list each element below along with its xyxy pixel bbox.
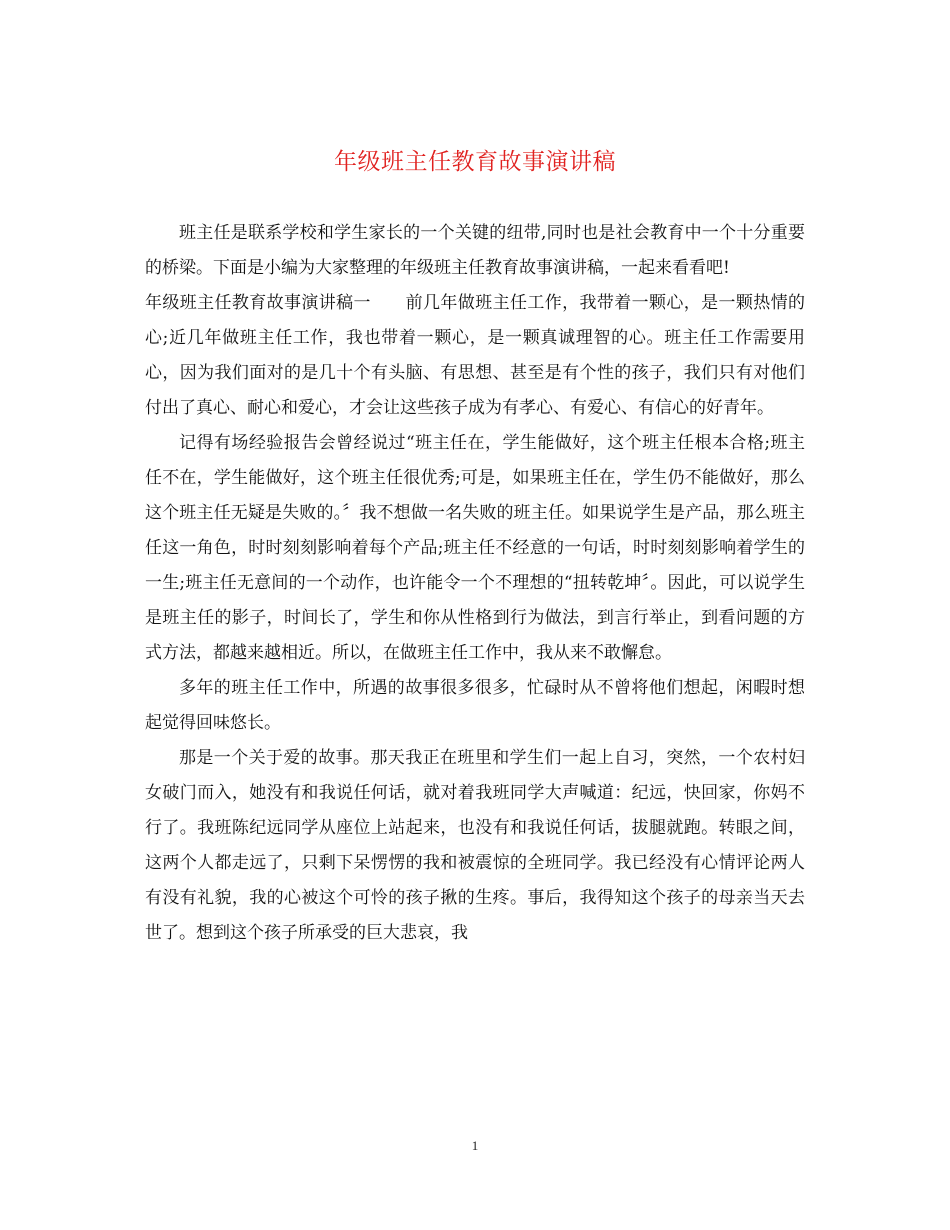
paragraph-love-story: 那是一个关于爱的故事。那天我正在班里和学生们一起上自习，突然，一个农村妇女破门而入，她没有和我说任何话，就对着我班同学大声喊道：纪远，快回家，你妈不行了。我班陈纪远同学从座位上站起来，也没有和我说任何话，拔腿就跑。转眼之间，这两个人都走远了，只剩下呆愣愣的我和被震惊的全班同学。我已经没有心情评论两人有没有礼貌，我的心被这个可怜的孩子揪的生疼。事后，我得知这个孩子的母亲当天去世了。想到这个孩子所承受的巨大悲哀，我 — [145, 748, 805, 943]
document-title: 年级班主任教育故事演讲稿 — [334, 149, 616, 175]
document-body — [145, 216, 805, 951]
paragraph-many-stories: 多年的班主任工作中，所遇的故事很多很多，忙碌时从不曾将他们想起，闲暇时想起觉得回味悠长。 — [145, 678, 805, 733]
paragraph-report-quote: 记得有场经验报告会曾经说过“班主任在，学生能做好，这个班主任根本合格;班主任不在，学生能做好，这个班主任很优秀;可是，如果班主任在，学生仍不能做好，那么这个班主任无疑是失败的。〞我不想做一名失败的班主任。如果说学生是产品，那么班主任这一角色，时时刻刻影响着每个产品;班主任不经意的一句话，时时刻刻影响着学生的一生;班主任无意间的一个动作，也许能令一个不理想的“扭转乾坤〞。因此，可以说学生是班主任的影子，时间长了，学生和你从性格到行为做法，到言行举止，到看问题的方式方法，都越来越相近。所以，在做班主任工作中，我从来不敢懈怠。 — [145, 433, 805, 663]
paragraph-speech-one: 年级班主任教育故事演讲稿一 前几年做班主任工作，我带着一颗心，是一颗热情的心;近几年做班主任工作，我也带着一颗心，是一颗真诚理智的心。班主任工作需要用心，因为我们面对的是几十个有头脑、有思想、甚至是有个性的孩子，我们只有对他们付出了真心、耐心和爱心，才会让这些孩子成为有孝心、有爱心、有信心的好青年。 — [145, 293, 805, 418]
page-number: 1 — [471, 1138, 479, 1153]
paragraph-intro: 班主任是联系学校和学生家长的一个关键的纽带,同时也是社会教育中一个十分重要的桥梁。下面是小编为大家整理的年级班主任教育故事演讲稿，一起来看看吧! — [145, 223, 805, 278]
